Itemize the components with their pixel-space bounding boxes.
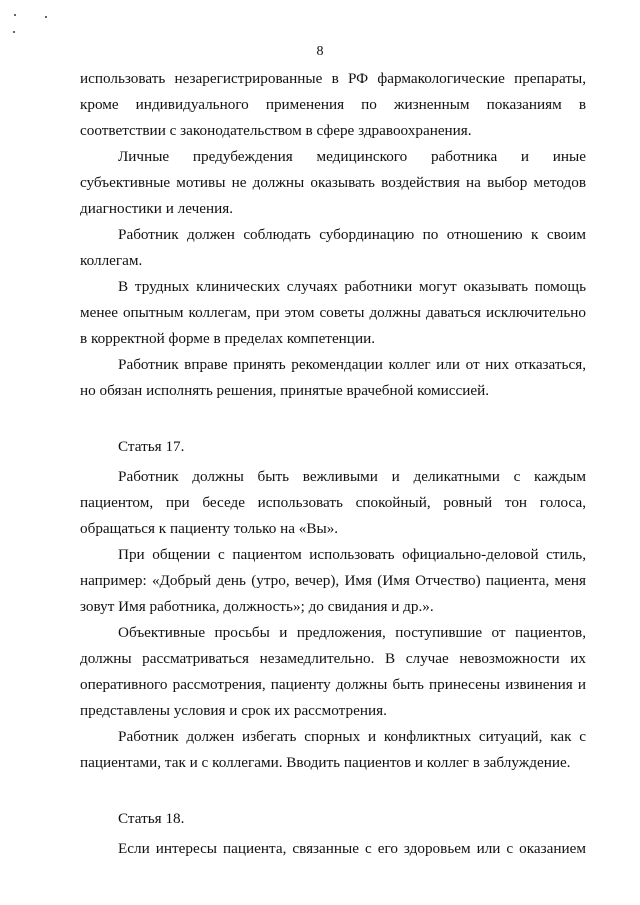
text-line: соответствии с законодательством в сфере здравоохранения. [80, 122, 472, 139]
text-line: менее опытным коллегам, при этом советы должны даваться исключительно [80, 304, 586, 321]
text-line: Если интересы пациента, связанные с его здоровьем или с оказанием [118, 840, 586, 857]
text-line: использовать незарегистрированные в РФ фармакологические препараты, [80, 70, 586, 87]
text-line: Личные предубеждения медицинского работника и иные [118, 148, 586, 165]
paragraph-politeness [80, 464, 586, 542]
text-line: диагностики и лечения. [80, 200, 234, 217]
paragraph-patient-interests [80, 836, 586, 862]
text-line: Объективные просьбы и предложения, поступившие от пациентов, [118, 624, 586, 641]
text-line: пациентом, при беседе использовать спокойный, ровный тон голоса, [80, 494, 586, 511]
text-line: субъективные мотивы не должны оказывать воздействия на выбор методов [80, 174, 586, 191]
text-line: пациентами, так и с коллегами. Вводить пациентов и коллег в заблуждение. [80, 754, 571, 771]
spacer [80, 404, 586, 434]
article-17-heading: Статья 17. [118, 438, 185, 455]
text-line: Работник должны быть вежливыми и деликатными с каждым [118, 468, 586, 485]
text-line: оперативного рассмотрения, пациенту должны быть принесены извинения и [80, 676, 586, 693]
text-line: Работник вправе принять рекомендации коллег или от них отказаться, [118, 356, 586, 373]
scan-speck [45, 16, 47, 18]
paragraph-intro [80, 66, 586, 144]
text-line: в корректной форме в пределах компетенции. [80, 330, 375, 347]
text-line: обращаться к пациенту только на «Вы». [80, 520, 339, 537]
paragraph-subordination [80, 222, 586, 274]
spacer [80, 776, 586, 806]
text-line: Работник должен избегать спорных и конфликтных ситуаций, как с [118, 728, 586, 745]
text-line: При общении с пациентом использовать официально-деловой стиль, [118, 546, 586, 563]
paragraph-personal-bias [80, 144, 586, 222]
text-line: коллегам. [80, 252, 143, 269]
paragraph-business-style [80, 542, 586, 620]
text-line: кроме индивидуального применения по жизненным показаниям в [80, 96, 586, 113]
paragraph-conflicts [80, 724, 586, 776]
paragraph-requests [80, 620, 586, 724]
document-body [80, 66, 586, 862]
article-18-heading: Статья 18. [118, 810, 185, 827]
scan-speck [13, 31, 15, 33]
paragraph-recommendations [80, 352, 586, 404]
text-line: Работник должен соблюдать субординацию по отношению к своим [118, 226, 586, 243]
text-line: должны рассматриваться незамедлительно. В случае невозможности их [80, 650, 586, 667]
paragraph-difficult-cases [80, 274, 586, 352]
text-line: представлены условия и срок их рассмотрения. [80, 702, 387, 719]
text-line: например: «Добрый день (утро, вечер), Имя (Имя Отчество) пациента, меня [80, 572, 586, 589]
scan-speck [14, 14, 16, 16]
text-line: зовут Имя работника, должность»; до свидания и др.». [80, 598, 434, 615]
text-line: но обязан исполнять решения, принятые врачебной комиссией. [80, 382, 490, 399]
page-number: 8 [316, 44, 324, 59]
text-line: В трудных клинических случаях работники могут оказывать помощь [118, 278, 586, 295]
